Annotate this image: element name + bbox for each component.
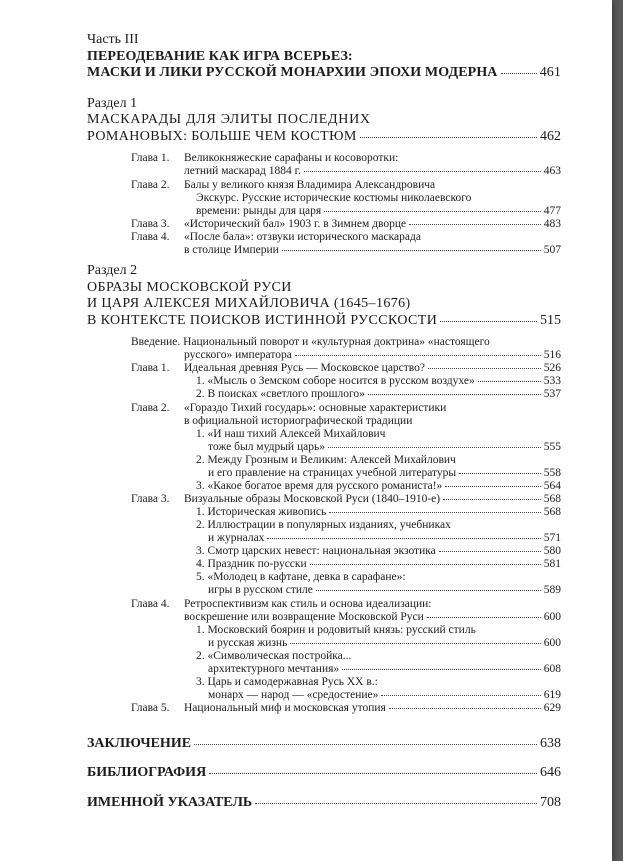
chapter-title[interactable]: Балы у великого князя Владимира Александровича [184,179,436,191]
subchapter-title-cont: тоже был мудрый царь» [208,441,325,453]
toc-entry-sub[interactable] [208,467,561,479]
toc-entry-section2[interactable] [87,313,561,329]
subchapter-title-cont: архитектурного мечтания» [208,663,340,675]
toc-entry[interactable] [184,349,561,361]
dot-leader [360,137,537,138]
dot-leader [282,250,541,251]
chapter-label: Глава 3. [131,493,170,505]
excursus-title[interactable]: Экскурс. Русские исторические костюмы николаевского [196,192,472,204]
toc-entry[interactable] [184,218,561,230]
subchapter-title[interactable]: 1. Московский боярин и родовитый князь: русский стиль [196,624,476,636]
toc-entry[interactable] [184,611,561,623]
page-number: 619 [543,689,561,701]
page-number: 516 [543,349,561,361]
subchapter-title-cont: и журналах [208,532,265,544]
toc-entry-sub[interactable] [196,558,561,570]
dot-leader [329,512,540,513]
page-number: 537 [543,388,561,400]
subchapter-title-cont: и его правление на страницах учебной литературы [208,467,457,479]
toc-entry-sub[interactable] [196,506,561,518]
dot-leader [427,617,541,618]
subchapter-title-cont: и русская жизнь [208,637,288,649]
page-number: 600 [543,637,561,649]
chapter-title-cont: летний маскарад 1884 г. [184,165,301,177]
subchapter-title: 3. Смотр царских невест: национальная экзотика [196,545,436,557]
dot-leader [295,355,541,356]
excursus-title-cont: времени: рынды для царя [196,205,322,217]
dot-leader [439,551,541,552]
chapter-title[interactable]: Ретроспективизм как стиль и основа идеализации: [184,598,432,610]
dot-leader [290,643,540,644]
subchapter-title[interactable]: 3. Царь и самодержавная Русь XX в.: [196,676,378,688]
dot-leader [389,708,541,709]
toc-entry-sub[interactable] [208,441,561,453]
section-title-line1: МАСКАРАДЫ ДЛЯ ЭЛИТЫ ПОСЛЕДНИХ [87,112,371,127]
page-number: 589 [543,584,561,596]
dot-leader [445,486,540,487]
toc-entry-sub[interactable] [208,532,561,544]
toc-entry-sub[interactable] [196,480,561,492]
chapter-label: Глава 4. [131,598,170,610]
chapter-title-cont: в столице Империи [184,244,279,256]
chapter-title[interactable]: Великокняжеские сарафаны и косоворотки: [184,152,399,164]
dot-leader [440,321,537,322]
final-title: БИБЛИОГРАФИЯ [87,765,207,780]
toc-entry-sub[interactable] [196,388,561,400]
section-title-line3: В КОНТЕКСТЕ ПОИСКОВ ИСТИННОЙ РУССКОСТИ [87,313,438,328]
toc-entry[interactable] [184,702,561,714]
subchapter-title[interactable]: 5. «Молодец в кафтане, девка в сарафане»: [196,571,406,583]
final-title: ИМЕННОЙ УКАЗАТЕЛЬ [87,795,253,810]
subchapter-title: 1. «Мысль о Земском соборе носится в русском воздухе» [196,375,475,387]
dot-leader [501,73,537,74]
final-title: ЗАКЛЮЧЕНИЕ [87,736,192,751]
subchapter-title-cont: игры в русском стиле [208,584,313,596]
page-number: 638 [540,736,561,751]
chapter-title-cont: воскрешение или возвращение Московской Руси [184,611,424,623]
toc-entry-sub[interactable] [208,663,561,675]
dot-leader [194,744,537,745]
intro-title-cont: русского» императора [184,349,292,361]
dot-leader [478,381,541,382]
toc-entry-sub[interactable] [208,689,561,701]
dot-leader [409,224,541,225]
subchapter-title[interactable]: 2. «Символическая постройка... [196,650,352,662]
chapter-title-cont[interactable]: в официальной историографической традиции [184,415,413,427]
dot-leader [328,447,541,448]
section-label: Раздел 1 [87,96,138,111]
part-title-line2: МАСКИ И ЛИКИ РУССКОЙ МОНАРХИИ ЭПОХИ МОДЕРНА [87,65,498,80]
section-title-line1: ОБРАЗЫ МОСКОВСКОЙ РУСИ [87,280,292,295]
dot-leader [342,669,541,670]
dot-leader [381,695,540,696]
chapter-label: Глава 2. [131,402,170,414]
toc-entry-conclusion[interactable] [87,736,561,752]
chapter-label: Глава 3. [131,218,170,230]
chapter-label: Глава 2. [131,179,170,191]
chapter-title[interactable]: «После бала»: отзвуки исторического маскарада [184,231,421,243]
page-number: 581 [543,558,561,570]
page-number: 608 [543,663,561,675]
page-number: 526 [543,362,561,374]
toc-entry-sub[interactable] [208,584,561,596]
dot-leader [459,473,541,474]
toc-entry-index[interactable] [87,795,561,811]
intro-title[interactable]: Введение. Национальный поворот и «культурная доктрина» «настоящего [131,336,490,348]
subchapter-title[interactable]: 2. Между Грозным и Великим: Алексей Михайлович [196,454,456,466]
chapter-label: Глава 4. [131,231,170,243]
page-number: 555 [543,441,561,453]
subchapter-title: 2. В поисках «светлого прошлого» [196,388,365,400]
page-number: 708 [540,795,561,810]
dot-leader [267,538,540,539]
toc-entry-sub[interactable] [196,375,561,387]
page-number: 515 [540,313,561,328]
toc-entry-part[interactable] [87,65,561,81]
page-number: 533 [543,375,561,387]
toc-entry[interactable] [184,244,561,256]
page-number: 461 [539,65,561,80]
section-title-line2: И ЦАРЯ АЛЕКСЕЯ МИХАЙЛОВИЧА (1645–1676) [87,296,411,311]
dot-leader [310,564,541,565]
part-label: Часть III [87,32,139,47]
subchapter-title[interactable]: 2. Иллюстрации в популярных изданиях, учебниках [196,519,451,531]
toc-entry[interactable] [184,165,561,177]
dot-leader [316,590,541,591]
toc-entry-bibliography[interactable] [87,765,561,781]
subchapter-title[interactable]: 1. «И наш тихий Алексей Михайлович [196,428,386,440]
page-number: 558 [543,467,561,479]
page-number: 477 [543,205,561,217]
page-number: 463 [543,165,561,177]
chapter-label: Глава 1. [131,362,170,374]
subchapter-title: 3. «Какое богатое время для русского романиста!» [196,480,443,492]
page-number: 571 [543,532,561,544]
chapter-title: Визуальные образы Московской Руси (1840–1910-е) [184,493,441,505]
page-number: 483 [543,218,561,230]
page-number: 568 [543,506,561,518]
page-number: 507 [543,244,561,256]
toc-entry[interactable] [184,493,561,505]
part-title-line1: ПЕРЕОДЕВАНИЕ КАК ИГРА ВСЕРЬЕЗ: [87,49,353,64]
page-number: 462 [540,129,561,144]
dot-leader [209,773,537,774]
subchapter-title: 1. Историческая живопись [196,506,327,518]
dot-leader [304,171,541,172]
chapter-title: Идеальная древняя Русь — Московское царство? [184,362,426,374]
page-number: 580 [543,545,561,557]
toc-entry[interactable] [184,362,561,374]
toc-entry[interactable] [196,205,561,217]
dot-leader [443,499,541,500]
subchapter-title-cont: монарх — народ — «средостение» [208,689,379,701]
page-number: 600 [543,611,561,623]
section-title-line2: РОМАНОВЫХ: БОЛЬШЕ ЧЕМ КОСТЮМ [87,129,357,144]
toc-entry-section1[interactable] [87,129,561,145]
chapter-label: Глава 1. [131,152,170,164]
subchapter-title: 4. Праздник по-русски [196,558,307,570]
dot-leader [324,211,541,212]
dot-leader [368,394,541,395]
page-number: 646 [540,765,561,780]
chapter-title: Национальный миф и московская утопия [184,702,386,714]
page-number: 564 [543,480,561,492]
dot-leader [255,803,537,804]
page-number: 629 [543,702,561,714]
chapter-title: «Исторический бал» 1903 г. в Зимнем дворце [184,218,407,230]
dot-leader [428,368,541,369]
toc-entry-sub[interactable] [208,637,561,649]
toc-entry-sub[interactable] [196,545,561,557]
chapter-title[interactable]: «Гораздо Тихий государь»: основные характеристики [184,402,447,414]
section-label: Раздел 2 [87,263,138,278]
chapter-label: Глава 5. [131,702,170,714]
page-number: 568 [543,493,561,505]
